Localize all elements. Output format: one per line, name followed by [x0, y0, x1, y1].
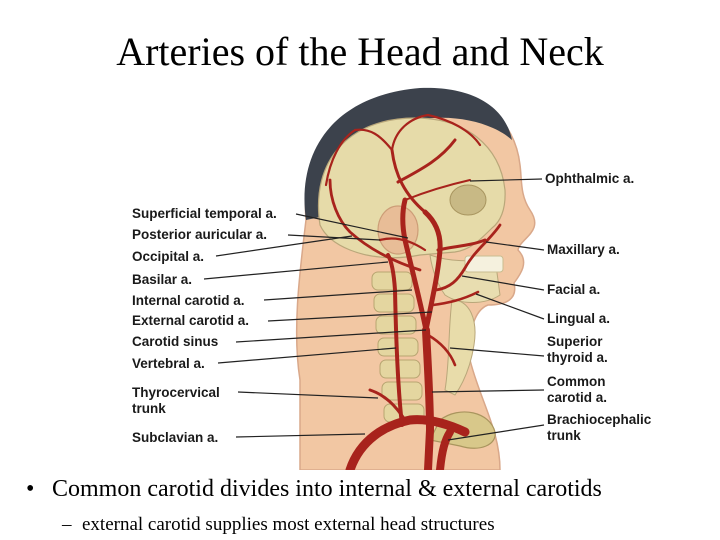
label-maxillary-artery: Maxillary a.: [547, 242, 620, 257]
slide-title: Arteries of the Head and Neck: [116, 29, 604, 74]
label-occipital-artery: Occipital a.: [132, 249, 205, 264]
label-thyrocervical-trunk: Thyrocervical trunk: [132, 385, 220, 416]
bullet-point: [26, 476, 602, 503]
bullet-marker: •: [26, 476, 35, 502]
label-common-carotid-artery: Common carotid a.: [547, 374, 608, 405]
label-internal-carotid-artery: Internal carotid a.: [132, 293, 245, 308]
orbit: [450, 185, 486, 215]
sub-bullet-text: external carotid supplies most external head structures: [82, 514, 495, 535]
label-subclavian-artery: Subclavian a.: [132, 430, 219, 445]
sub-bullet-marker: –: [62, 514, 72, 535]
label-facial-artery: Facial a.: [547, 282, 601, 297]
label-superior-thyroid-artery: Superior thyroid a.: [547, 334, 608, 365]
sub-bullet-point: [62, 514, 495, 536]
ear: [378, 206, 418, 254]
common-carotid-artery: [426, 330, 430, 470]
bullet-text: Common carotid divides into internal & external carotids: [52, 476, 602, 502]
label-superficial-temporal-artery: Superficial temporal a.: [132, 206, 277, 221]
label-vertebral-artery: Vertebral a.: [132, 356, 205, 371]
label-basilar-artery: Basilar a.: [132, 272, 193, 287]
label-posterior-auricular-artery: Posterior auricular a.: [132, 227, 268, 242]
label-external-carotid-artery: External carotid a.: [132, 313, 250, 328]
label-carotid-sinus: Carotid sinus: [132, 334, 219, 349]
label-lingual-artery: Lingual a.: [547, 311, 611, 326]
label-brachiocephalic-trunk: Brachiocephalic trunk: [547, 412, 652, 443]
label-ophthalmic-artery: Ophthalmic a.: [545, 171, 635, 186]
